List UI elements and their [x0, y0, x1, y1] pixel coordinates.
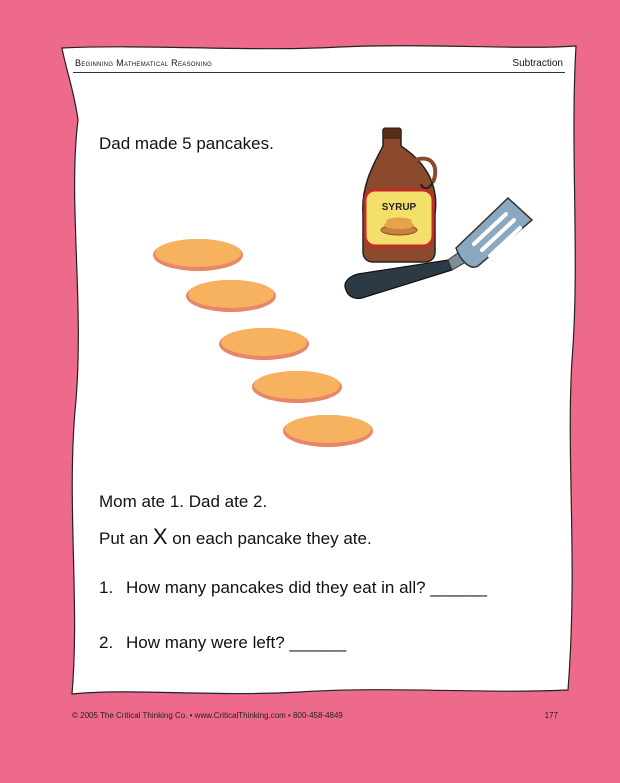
- pancake[interactable]: [219, 328, 309, 360]
- story-line: Mom ate 1. Dad ate 2.: [99, 492, 268, 511]
- footer-copyright: © 2005 The Critical Thinking Co. • www.CriticalThinking.com • 800-458-4849: [72, 711, 343, 720]
- pancake[interactable]: [153, 239, 243, 271]
- pancake[interactable]: [186, 280, 276, 312]
- pancake[interactable]: [252, 371, 342, 403]
- page-number: 177: [544, 711, 558, 720]
- header-series-title: Beginning Mathematical Reasoning: [75, 58, 213, 68]
- instruction-start: Put an: [99, 529, 153, 548]
- question-1-number: 1.: [99, 578, 114, 597]
- question-2-text[interactable]: How many were left? ______: [126, 633, 347, 652]
- syrup-label: SYRUP: [381, 202, 417, 213]
- question-2-number: 2.: [99, 633, 114, 652]
- instruction-line: [99, 524, 372, 550]
- question-1-text[interactable]: How many pancakes did they eat in all? ______: [126, 578, 488, 597]
- pancake[interactable]: [283, 415, 373, 447]
- instruction-x: X: [152, 524, 168, 549]
- instruction-end: on each pancake they ate.: [167, 529, 372, 548]
- header-topic: Subtraction: [512, 58, 563, 69]
- spatula-icon: [336, 190, 536, 305]
- intro-text: Dad made 5 pancakes.: [99, 134, 274, 153]
